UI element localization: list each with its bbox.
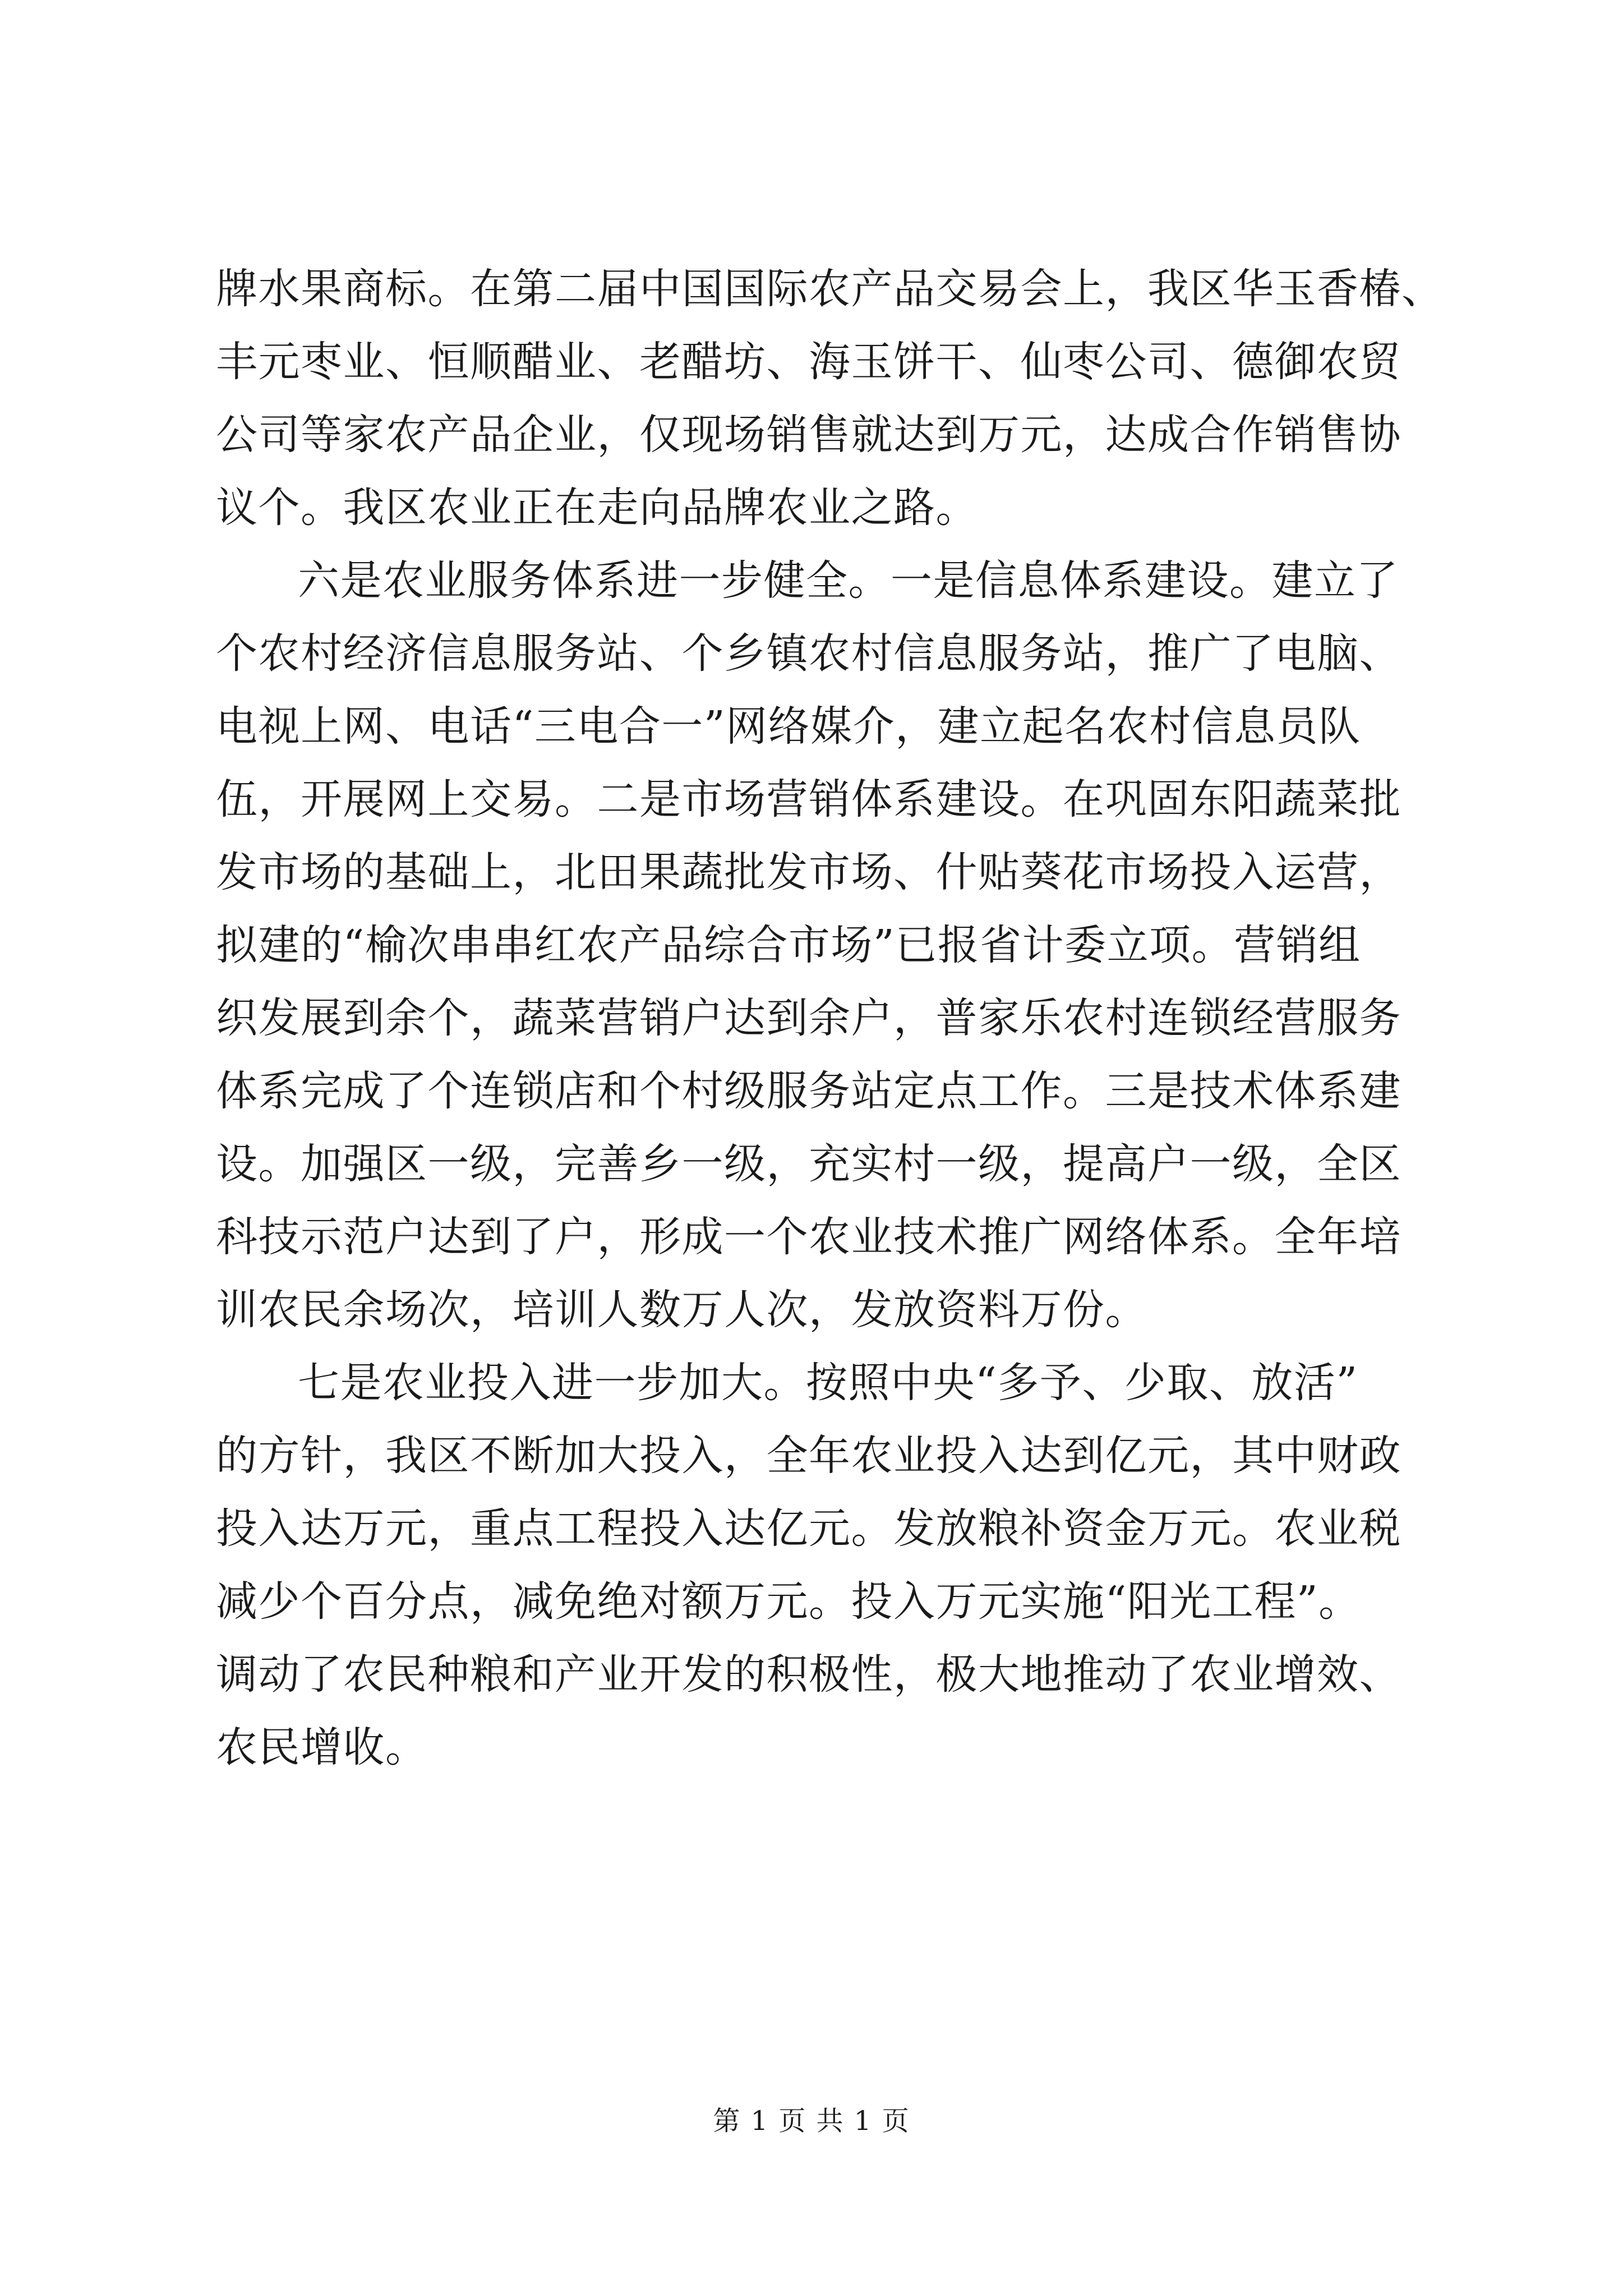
text-line: 减少个百分点，减免绝对额万元。投入万元实施“阳光工程”。	[216, 1577, 1361, 1626]
text-line: 发市场的基础上，北田果蔬批发市场、什贴葵花市场投入运营，	[216, 848, 1401, 896]
text-line: 公司等家农产品企业，仅现场销售就达到万元，达成合作销售协	[216, 411, 1401, 459]
text-line: 牌水果商标。在第二届中国国际农产品交易会上，我区华玉香椿、	[216, 265, 1444, 313]
text-line: 电视上网、电话“三电合一”网络媒介，建立起名农村信息员队	[216, 702, 1361, 751]
paragraph-1	[216, 252, 1444, 544]
text-line: 的方针，我区不断加大投入，全年农业投入达到亿元，其中财政	[216, 1432, 1401, 1480]
text-line: 伍，开展网上交易。二是市场营销体系建设。在巩固东阳蔬菜批	[216, 775, 1401, 823]
document-body	[216, 252, 1444, 1784]
text-line: 丰元枣业、恒顺醋业、老醋坊、海玉饼干、仙枣公司、德御农贸	[216, 338, 1401, 386]
text-line: 七是农业投入进一步加大。按照中央“多予、少取、放活”	[298, 1359, 1358, 1407]
paragraph-3	[216, 1346, 1413, 1784]
text-line: 拟建的“榆次串串红农产品综合市场”已报省计委立项。营销组	[216, 921, 1361, 969]
text-line: 投入达万元，重点工程投入达亿元。发放粮补资金万元。农业税	[216, 1504, 1401, 1553]
page-number-footer: 第 1 页 共 1 页	[713, 2105, 910, 2137]
text-line: 议个。我区农业正在走向品牌农业之路。	[216, 484, 978, 532]
text-line: 设。加强区一级，完善乡一级，充实村一级，提高户一级，全区	[216, 1140, 1401, 1188]
text-line: 农民增收。	[216, 1723, 428, 1772]
text-line: 个农村经济信息服务站、个乡镇农村信息服务站，推广了电脑、	[216, 629, 1401, 678]
text-line: 体系完成了个连锁店和个村级服务站定点工作。三是技术体系建	[216, 1067, 1401, 1115]
text-line: 科技示范户达到了户，形成一个农业技术推广网络体系。全年培	[216, 1213, 1401, 1261]
paragraph-2	[216, 544, 1413, 1346]
text-line: 织发展到余个，蔬菜营销户达到余户，普家乐农村连锁经营服务	[216, 994, 1401, 1042]
text-line: 调动了农民种粮和产业开发的积极性，极大地推动了农业增效、	[216, 1650, 1401, 1699]
text-line: 六是农业服务体系进一步健全。一是信息体系建设。建立了	[298, 556, 1399, 605]
text-line: 训农民余场次，培训人数万人次，发放资料万份。	[216, 1286, 1147, 1334]
